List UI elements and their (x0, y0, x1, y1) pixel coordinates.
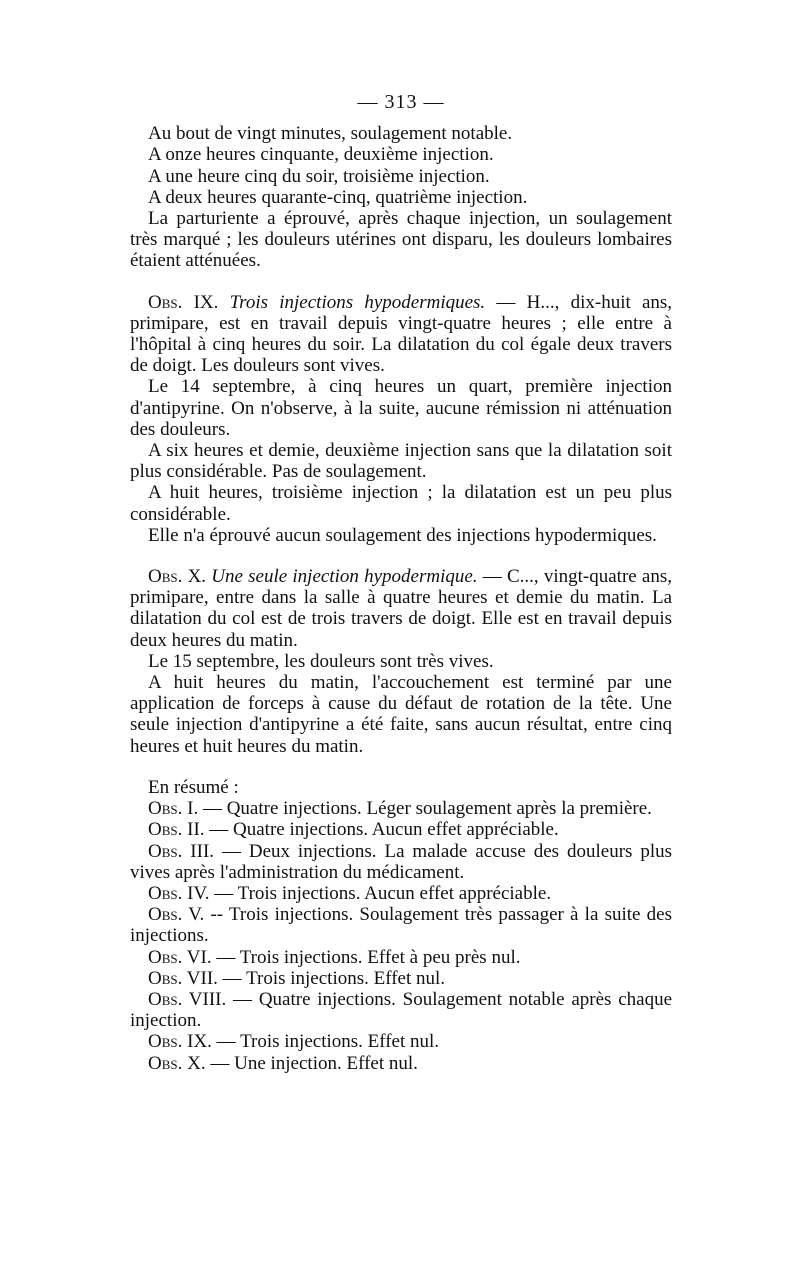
section-gap (130, 757, 672, 777)
intro-line: Au bout de vingt minutes, soulagement notable. (148, 123, 513, 145)
summary-item-text: — Trois injections. Effet nul. (222, 967, 446, 989)
summary-item-label: Obs. II. (148, 819, 205, 841)
summary-item (130, 989, 672, 1031)
summary-item (130, 947, 672, 968)
summary-item (130, 1031, 672, 1052)
intro-paragraph: La parturiente a éprouvé, après chaque injection, un soulagement très marqué ; les douleurs utérines ont disparu, les douleurs lombaires étaient atténuées. (130, 208, 672, 272)
summary-item (130, 798, 672, 819)
summary-item-label: Obs. IX. (148, 1031, 212, 1053)
summary-heading: En résumé : (148, 776, 239, 798)
summary-item (130, 819, 672, 840)
summary-item-text: — Quatre injections. Aucun effet appréciable. (209, 819, 559, 841)
book-page (130, 92, 672, 1074)
summary-item (130, 841, 672, 883)
summary-item-label: Obs. III. (148, 840, 215, 862)
summary-item-label: Obs. V. (148, 904, 205, 926)
summary-item-text: — Une injection. Effet nul. (210, 1052, 418, 1074)
obs-x-lead: — C..., vingt-quatre ans, primipare, entre dans la salle à quatre heures et demie du matin. La dilatation du col est de trois travers de doigt. Elle est en travail depuis deux heures du matin. (130, 566, 673, 651)
obs-ix-lead: — H..., dix-huit ans, primipare, est en travail depuis vingt-quatre heures ; elle entre à l'hôpital à cinq heures du soir. La dilatation du col égale deux travers de doigt. Les douleurs sont vives. (130, 291, 673, 377)
section-gap (130, 546, 672, 566)
obs-x-title: Une seule injection hypodermique. (211, 566, 478, 588)
summary-item-text: — Deux injections. La malade accuse des douleurs plus vives après l'administration du médicament. (130, 840, 673, 883)
section-gap (130, 272, 672, 292)
summary-item-text: — Trois injections. Effet nul. (216, 1031, 440, 1053)
summary-item-label: Obs. VIII. (148, 988, 227, 1010)
obs-ix-title: Trois injections hypodermiques. (229, 291, 486, 313)
summary-item (130, 904, 672, 946)
obs-x-paragraph: A huit heures du matin, l'accouchement est terminé par une application de forceps à cause du défaut de rotation de la tête. Une seule injection d'antipyrine a été faite, sans aucun résultat, entre cinq heures et huit heures du matin. (130, 672, 672, 757)
summary-item-label: Obs. VII. (148, 967, 218, 989)
obs-ix-paragraph: Le 14 septembre, à cinq heures un quart, première injection d'antipyrine. On n'observe, à la suite, aucune rémission ni atténuation des douleurs. (130, 376, 672, 440)
summary-item (130, 968, 672, 989)
obs-ix-label: Obs. IX. (148, 291, 219, 313)
summary-item-label: Obs. VI. (148, 946, 212, 968)
obs-x-paragraph: Le 15 septembre, les douleurs sont très vives. (148, 650, 494, 672)
obs-x-label: Obs. X. (148, 566, 207, 588)
intro-line: A une heure cinq du soir, troisième injection. (148, 165, 490, 187)
summary-item (130, 1053, 672, 1074)
summary-item-text: — Trois injections. Effet à peu près nul. (216, 946, 521, 968)
summary-item-label: Obs. IV. (148, 882, 210, 904)
summary-item (130, 883, 672, 904)
obs-ix-paragraph: Elle n'a éprouvé aucun soulagement des injections hypodermiques. (148, 524, 657, 546)
summary-item-label: Obs. X. (148, 1052, 206, 1074)
summary-item-text: -- Trois injections. Soulagement très passager à la suite des injections. (130, 904, 672, 947)
summary-list (130, 798, 672, 1074)
obs-ix-heading-paragraph (130, 292, 672, 377)
summary-item-text: — Quatre injections. Léger soulagement après la première. (202, 798, 652, 820)
obs-x-heading-paragraph (130, 566, 672, 651)
summary-item-text: — Quatre injections. Soulagement notable après chaque injection. (130, 988, 673, 1032)
obs-ix-paragraph: A huit heures, troisième injection ; la dilatation est un peu plus considérable. (130, 482, 672, 525)
summary-item-label: Obs. I. (148, 798, 199, 820)
summary-item-text: — Trois injections. Aucun effet appréciable. (214, 882, 552, 904)
intro-line: A deux heures quarante-cinq, quatrième injection. (148, 186, 528, 208)
intro-line: A onze heures cinquante, deuxième injection. (148, 144, 494, 166)
obs-ix-paragraph: A six heures et demie, deuxième injection sans que la dilatation soit plus considérable. Pas de soulagement. (130, 440, 672, 483)
page-number: — 313 — (357, 91, 445, 113)
